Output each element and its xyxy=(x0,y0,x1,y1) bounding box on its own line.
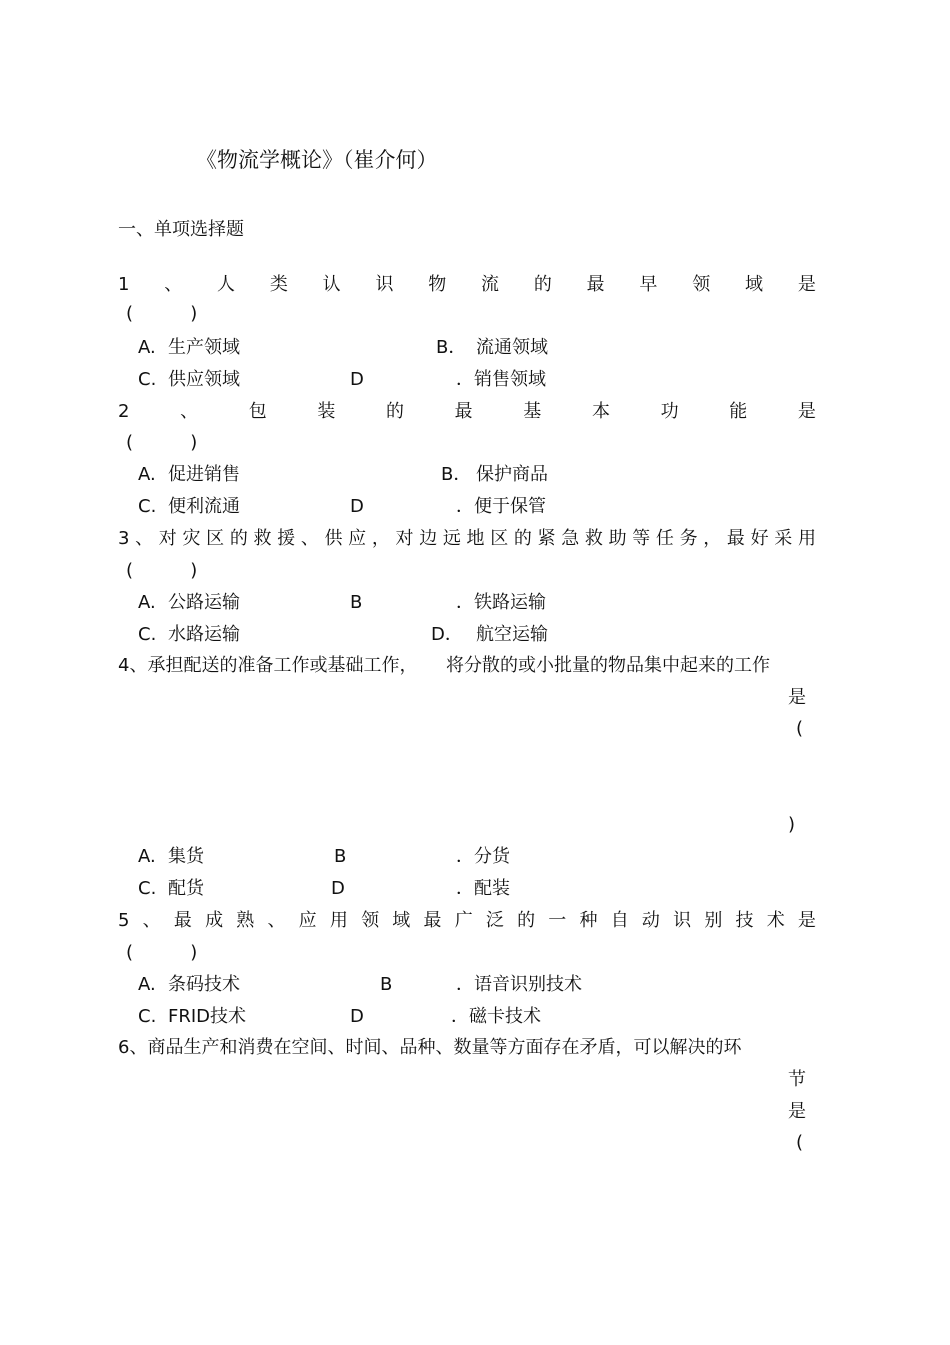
q1-option-d-text: ．销售领域 xyxy=(456,369,546,390)
q3-stem xyxy=(118,530,816,548)
q1-char: 早 xyxy=(639,274,658,295)
q4-stem-tail: 是 xyxy=(788,687,806,708)
q1-char: 识 xyxy=(375,274,394,295)
q5-option-c-text: FRID技术 xyxy=(168,1006,247,1027)
q4-option-b-letter: B xyxy=(334,846,347,867)
q4-option-b-text: ．分货 xyxy=(456,846,510,867)
q2-char: 能 xyxy=(729,401,748,422)
q5-char: 领 xyxy=(361,910,380,931)
q5-char: 熟 xyxy=(236,910,255,931)
q1-option-a-text: 生产领域 xyxy=(168,337,240,358)
q3-char: 、 xyxy=(300,528,319,549)
q3-char: 救 xyxy=(253,528,272,549)
q3-char: 紧 xyxy=(537,528,556,549)
q4-paren-open: ( xyxy=(796,718,804,739)
q3-char: 务 xyxy=(679,528,698,549)
q3-char: 远 xyxy=(442,528,461,549)
q3-option-a-text: 公路运输 xyxy=(168,592,240,613)
q5-char: 最 xyxy=(423,910,442,931)
q2-answer-paren: ( ) xyxy=(126,432,198,453)
q5-option-b-letter: B xyxy=(380,974,393,995)
q3-char: 等 xyxy=(632,528,651,549)
q5-char: 种 xyxy=(579,910,598,931)
q3-option-c-text: 水路运输 xyxy=(168,624,240,645)
q3-option-c-letter: C. xyxy=(138,624,157,645)
q6-stem-tail: 是 xyxy=(788,1101,806,1122)
q5-char: 是 xyxy=(797,910,816,931)
q1-option-a-letter: A. xyxy=(138,337,156,358)
q5-char: 域 xyxy=(392,910,411,931)
q4-option-a-letter: A. xyxy=(138,846,156,867)
q3-char: 用 xyxy=(797,528,816,549)
q5-char: 广 xyxy=(454,910,473,931)
q3-char: 的 xyxy=(229,528,248,549)
q5-char: 别 xyxy=(704,910,723,931)
q5-char: 5 xyxy=(118,910,130,931)
q2-option-b-text: 保护商品 xyxy=(476,464,548,485)
q3-char: 灾 xyxy=(182,528,201,549)
q6-stem: 6、商品生产和消费在空间、时间、品种、数量等方面存在矛盾，可以解决的环 xyxy=(118,1037,742,1058)
q4-option-a-text: 集货 xyxy=(168,846,204,867)
q5-option-a-text: 条码技术 xyxy=(168,974,240,995)
q3-char: 最 xyxy=(726,528,745,549)
q1-char: 类 xyxy=(269,274,288,295)
q2-option-a-text: 促进销售 xyxy=(168,464,240,485)
q1-option-c-text: 供应领域 xyxy=(168,369,240,390)
q2-char: 的 xyxy=(386,401,405,422)
q5-char: 泛 xyxy=(485,910,504,931)
q3-char: 供 xyxy=(324,528,343,549)
q3-option-d-text: 航空运输 xyxy=(476,624,548,645)
q1-char: 物 xyxy=(428,274,447,295)
q2-option-a-letter: A. xyxy=(138,464,156,485)
q5-char: 术 xyxy=(766,910,785,931)
q5-char: 识 xyxy=(673,910,692,931)
q3-answer-paren: ( ) xyxy=(126,560,198,581)
q2-char: 包 xyxy=(248,401,267,422)
q3-char: 的 xyxy=(513,528,532,549)
q4-paren-close: ) xyxy=(788,814,796,835)
q3-char: 任 xyxy=(655,528,674,549)
q5-option-a-letter: A. xyxy=(138,974,156,995)
q1-option-c-letter: C. xyxy=(138,369,157,390)
q3-char: 好 xyxy=(750,528,769,549)
q1-option-b-letter: B． xyxy=(436,337,467,358)
q1-char: 、 xyxy=(164,274,183,295)
q3-option-a-letter: A. xyxy=(138,592,156,613)
q5-option-c-letter: C. xyxy=(138,1006,157,1027)
q1-char: 认 xyxy=(322,274,341,295)
q2-char: 功 xyxy=(660,401,679,422)
q5-char: 动 xyxy=(641,910,660,931)
q1-char: 领 xyxy=(692,274,711,295)
q4-option-d-letter: D xyxy=(331,878,345,899)
q1-char: 流 xyxy=(481,274,500,295)
q1-stem xyxy=(118,276,816,294)
q1-char: 最 xyxy=(586,274,605,295)
q3-char: 采 xyxy=(774,528,793,549)
q3-char: 对 xyxy=(395,528,414,549)
q5-answer-paren: ( ) xyxy=(126,942,198,963)
q6-stem-tail: 节 xyxy=(788,1069,806,1090)
q3-char: 边 xyxy=(419,528,438,549)
q2-char: 是 xyxy=(797,401,816,422)
section-heading: 一、单项选择题 xyxy=(118,219,244,240)
q3-char: 对 xyxy=(158,528,177,549)
q5-option-d-letter: D xyxy=(350,1006,364,1027)
q2-stem xyxy=(118,403,816,421)
q5-char: 用 xyxy=(329,910,348,931)
q5-char: 的 xyxy=(517,910,536,931)
q1-char: 是 xyxy=(797,274,816,295)
q1-char: 1 xyxy=(118,274,130,295)
q3-char: ， xyxy=(371,528,390,549)
q4-stem-cont: 将分散的或小批量的物品集中起来的工作 xyxy=(446,655,770,676)
q4-stem: 4、承担配送的准备工作或基础工作， xyxy=(118,655,418,676)
q3-option-b-text: ．铁路运输 xyxy=(456,592,546,613)
q3-char: 救 xyxy=(584,528,603,549)
q2-char: 装 xyxy=(317,401,336,422)
q3-char: 急 xyxy=(561,528,580,549)
q3-char: 地 xyxy=(466,528,485,549)
q3-char: 区 xyxy=(206,528,225,549)
q3-char: 助 xyxy=(608,528,627,549)
q4-option-d-text: ．配装 xyxy=(456,878,510,899)
q5-stem xyxy=(118,912,816,930)
q2-option-c-letter: C. xyxy=(138,496,157,517)
q4-option-c-letter: C. xyxy=(138,878,157,899)
q2-char: 最 xyxy=(454,401,473,422)
q3-option-d-letter: D． xyxy=(431,624,463,645)
q5-char: 一 xyxy=(548,910,567,931)
q5-char: 最 xyxy=(173,910,192,931)
q3-char: 区 xyxy=(490,528,509,549)
q1-char: 的 xyxy=(533,274,552,295)
q1-answer-paren: ( ) xyxy=(126,303,198,324)
q5-char: 、 xyxy=(267,910,286,931)
page-title: 《物流学概论》（崔介何） xyxy=(196,148,438,172)
q2-char: 、 xyxy=(180,401,199,422)
q5-option-b-text: ．语音识别技术 xyxy=(456,974,582,995)
q3-char: 应 xyxy=(348,528,367,549)
q2-char: 2 xyxy=(118,401,130,422)
q1-char: 人 xyxy=(217,274,236,295)
q2-option-c-text: 便利流通 xyxy=(168,496,240,517)
q4-option-c-text: 配货 xyxy=(168,878,204,899)
q5-char: 应 xyxy=(298,910,317,931)
q2-char: 基 xyxy=(523,401,542,422)
q6-paren-open: ( xyxy=(796,1132,804,1153)
q2-option-d-letter: D xyxy=(350,496,364,517)
q5-char: 、 xyxy=(142,910,161,931)
q1-char: 域 xyxy=(745,274,764,295)
q3-char: 援 xyxy=(277,528,296,549)
q3-char: 、 xyxy=(135,528,154,549)
q5-char: 技 xyxy=(735,910,754,931)
q3-option-b-letter: B xyxy=(350,592,363,613)
q3-char: ， xyxy=(703,528,722,549)
q5-option-d-text: ．磁卡技术 xyxy=(451,1006,541,1027)
q1-option-b-text: 流通领域 xyxy=(476,337,548,358)
q5-char: 成 xyxy=(205,910,224,931)
q2-option-d-text: ．便于保管 xyxy=(456,496,546,517)
q3-char: 3 xyxy=(118,528,130,549)
q5-char: 自 xyxy=(610,910,629,931)
q2-char: 本 xyxy=(591,401,610,422)
q2-option-b-letter: B． xyxy=(441,464,472,485)
q1-option-d-letter: D xyxy=(350,369,364,390)
